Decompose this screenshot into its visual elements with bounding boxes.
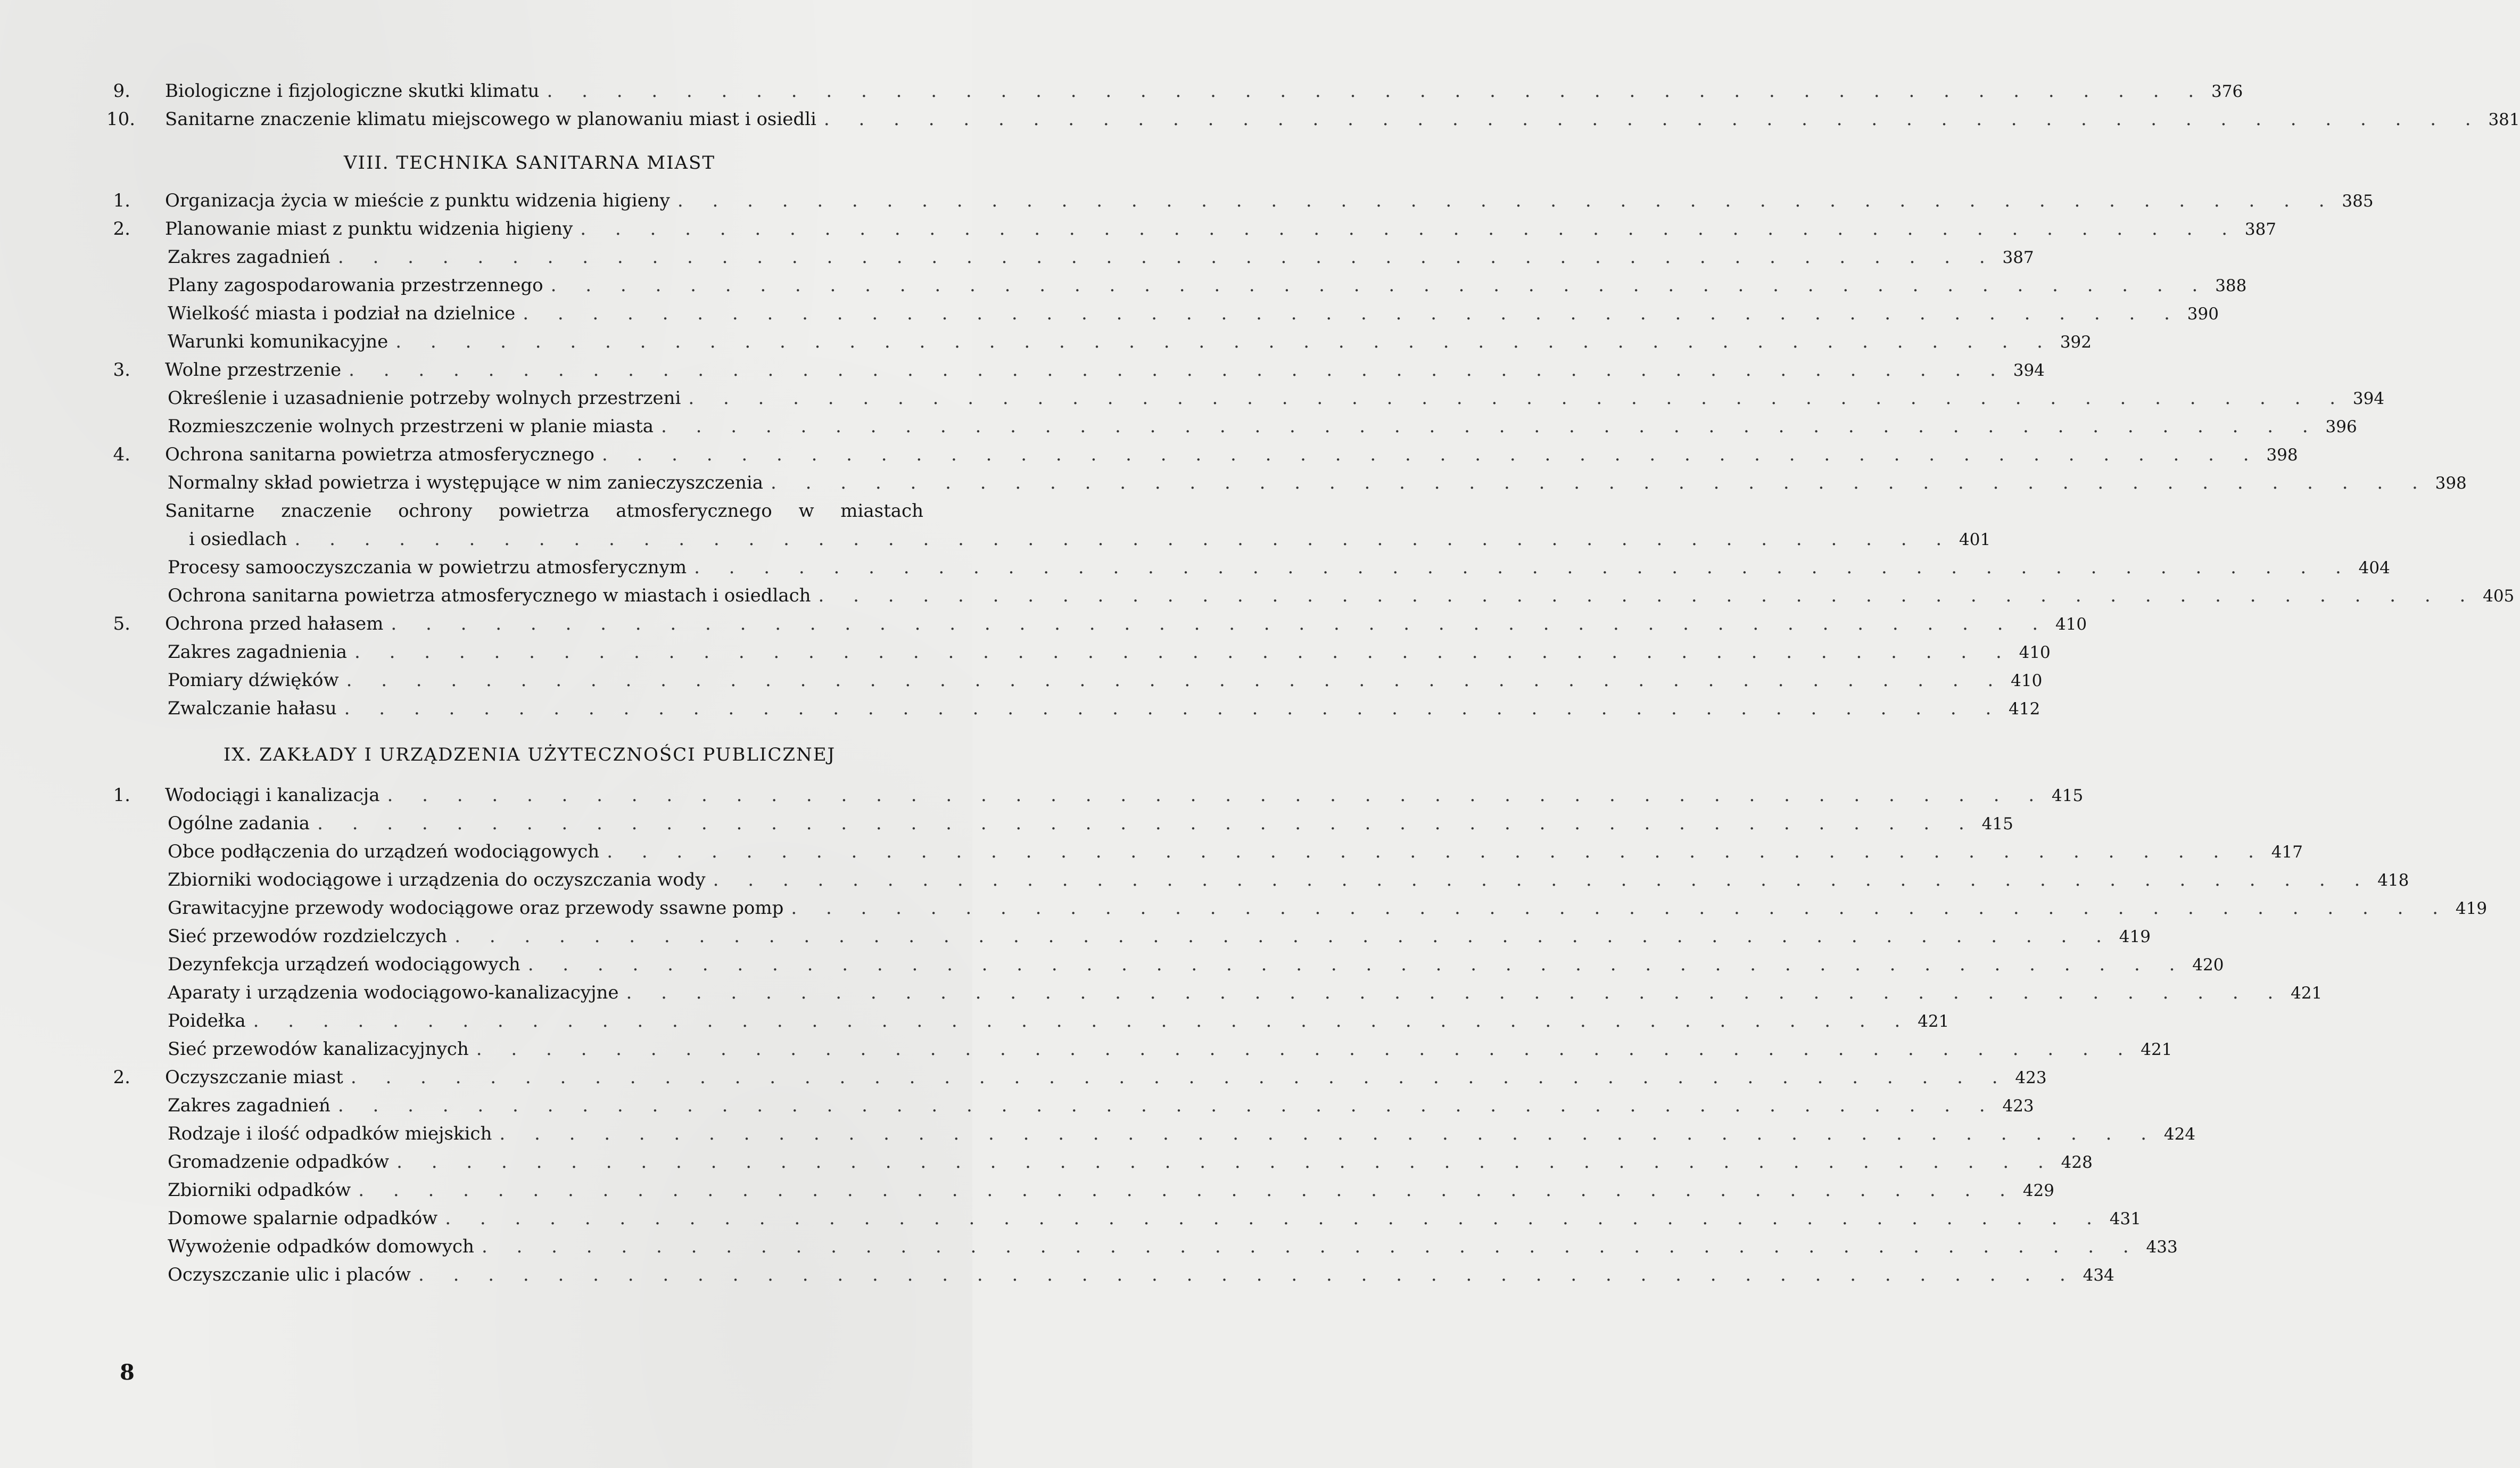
toc-entry-title: Zakres zagadnienia [168,641,348,663]
leader-dots: . . . . . . . . . . . . . . . . . . . . . . . . . . . . . . . . . . . . . . . . . . . . . . . . [823,109,2483,130]
toc-entry-page: 412 [2009,699,2040,719]
leader-dots: . . . . . . . . . . . . . . . . . . . . . . . . . . . . . . . . . . . . . . . . . . . . . . . . [499,1123,2159,1144]
toc-entry-title: Sanitarne znaczenie klimatu miejscowego w planowaniu miast i osiedli [165,109,816,130]
leader-dots: . . . . . . . . . . . . . . . . . . . . . . . . . . . . . . . . . . . . . . . . . . . . . . . . [626,982,2285,1003]
leader-dots: . . . . . . . . . . . . . . . . . . . . . . . . . . . . . . . . . . . . . . . . . . . . . . . . [396,1151,2055,1173]
toc-entry-subsection [136,979,2323,1007]
toc-entry-page: 423 [2015,1068,2047,1087]
leader-dots: . . . . . . . . . . . . . . . . . . . . . . . . . . . . . . . . . . . . . . . . . . . . . . . . [418,1264,2077,1285]
toc-entry-page: 429 [2022,1181,2054,1200]
toc-entry-number: 4. [113,444,130,465]
toc-entry-title: Zakres zagadnień [168,1095,331,1116]
toc-entry-title: Gromadzenie odpadków [168,1151,390,1173]
leader-dots: . . . . . . . . . . . . . . . . . . . . . . . . . . . . . . . . . . . . . . . . . . . . . . . . [547,80,2206,102]
toc-entry-page: 410 [2011,671,2043,690]
toc-entry-title: Pomiary dźwięków [168,670,339,691]
leader-dots: . . . . . . . . . . . . . . . . . . . . . . . . . . . . . . . . . . . . . . . . . . . . . . . . [791,897,2450,919]
toc-entry-title: Zwalczanie hałasu [168,698,337,719]
toc-entry-page: 434 [2083,1266,2114,1285]
toc-entry-number: 9. [113,80,130,102]
leader-dots: . . . . . . . . . . . . . . . . . . . . . . . . . . . . . . . . . . . . . . . . . . . . . . . . [660,416,2320,437]
toc-entry-page: 398 [2266,446,2298,465]
toc-entry-title: Planowanie miast z punktu widzenia higieny [165,218,573,240]
leader-dots: . . . . . . . . . . . . . . . . . . . . . . . . . . . . . . . . . . . . . . . . . . . . . . . . [387,785,2046,806]
toc-entry-title: Warunki komunikacyjne [168,331,389,352]
toc-entry-subsection [136,300,2219,328]
chapter-ix-heading: IX. ZAKŁADY I URZĄDZENIA UŻYTECZNOŚCI PUBLICZNEJ [223,744,836,765]
toc-entry-page: 421 [2141,1040,2172,1059]
leader-dots: . . . . . . . . . . . . . . . . . . . . . . . . . . . . . . . . . . . . . . . . . . . . . . . . [527,954,2187,975]
toc-entry-subsection [136,384,2385,413]
toc-entry-title: Obce podłączenia do urządzeń wodociągowych [168,841,600,862]
toc-entry-page: 404 [2358,558,2390,578]
toc-entry-subsection [136,695,2040,723]
toc-entry-title: Zbiorniki wodociągowe i urządzenia do oczyszczania wody [168,869,706,890]
toc-entry-page: 394 [2352,389,2385,408]
toc-entry-subsection [136,866,2409,894]
leader-dots: . . . . . . . . . . . . . . . . . . . . . . . . . . . . . . . . . . . . . . . . . . . . . . . . [550,275,2210,296]
leader-dots: . . . . . . . . . . . . . . . . . . . . . . . . . . . . . . . . . . . . . . . . . . . . . . . . [350,1067,2010,1088]
toc-entry-subsection [136,638,2051,666]
toc-entry-subsection [136,413,2357,441]
leader-dots: . . . . . . . . . . . . . . . . . . . . . . . . . . . . . . . . . . . . . . . . . . . . . . . . [455,926,2113,947]
toc-entry-subsection [136,243,2034,271]
toc-section-top [106,77,2520,134]
leader-dots: . . . . . . . . . . . . . . . . . . . . . . . . . . . . . . . . . . . . . . . . . . . . . . . . [771,472,2430,493]
toc-entry-title: Sieć przewodów rozdzielczych [168,926,448,947]
toc-entry-title: Normalny skład powietrza i występujące w nim zanieczyszczenia [168,472,764,493]
toc-entry-title: Dezynfekcja urządzeń wodociągowych [168,954,520,975]
toc-entry-subsection [136,1120,2196,1148]
toc-entry-title: Ochrona sanitarna powietrza atmosferycznego [165,444,594,465]
toc-entry-page: 410 [2055,615,2087,634]
toc-entry-subsection [136,1148,2093,1176]
leader-dots: . . . . . . . . . . . . . . . . . . . . . . . . . . . . . . . . . . . . . . . . . . . . . . . . [358,1180,2017,1201]
toc-entry-page: 415 [2052,786,2084,805]
toc-entry-page: 421 [2291,984,2323,1003]
toc-entry-subsection [136,1176,2054,1205]
leader-dots: . . . . . . . . . . . . . . . . . . . . . . . . . . . . . . . . . . . . . . . . . . . . . . . . [337,246,1997,268]
toc-entry-section [113,441,2298,469]
table-of-contents [106,77,2520,1289]
toc-entry-subsection [136,1233,2178,1261]
toc-entry-page: 415 [1981,814,2013,834]
toc-entry-section [106,105,2520,134]
toc-entry-page: 398 [2435,474,2467,493]
leader-dots: . . . . . . . . . . . . . . . . . . . . . . . . . . . . . . . . . . . . . . . . . . . . . . . . [601,444,2261,465]
toc-entry-number: 1. [113,785,130,806]
leader-dots: . . . . . . . . . . . . . . . . . . . . . . . . . . . . . . . . . . . . . . . . . . . . . . . . [354,641,2013,663]
toc-entry-subsection [136,582,2515,610]
toc-entry-subsection [136,328,2092,356]
toc-entry-subsection [136,469,2467,497]
leader-dots: . . . . . . . . . . . . . . . . . . . . . . . . . . . . . . . . . . . . . . . . . . . . . . . . [344,698,2003,719]
toc-entry-number: 1. [113,190,130,211]
toc-entry-section [113,1063,2047,1092]
toc-entry-title: Oczyszczanie ulic i placów [168,1264,411,1285]
toc-entry-title: Określenie i uzasadnienie potrzeby wolnych przestrzeni [168,387,681,409]
toc-entry-title: Biologiczne i fizjologiczne skutki klimatu [165,80,540,102]
leader-dots: . . . . . . . . . . . . . . . . . . . . . . . . . . . . . . . . . . . . . . . . . . . . . . . . [818,585,2477,606]
toc-entry-page: 418 [2377,871,2409,890]
leader-dots: . . . . . . . . . . . . . . . . . . . . . . . . . . . . . . . . . . . . . . . . . . . . . . . . [481,1236,2141,1257]
leader-dots: . . . . . . . . . . . . . . . . . . . . . . . . . . . . . . . . . . . . . . . . . . . . . . . . [523,303,2182,324]
toc-entry-title-word: Sanitarne [165,500,255,522]
leader-dots: . . . . . . . . . . . . . . . . . . . . . . . . . . . . . . . . . . . . . . . . . . . . . . . . [346,670,2005,691]
toc-entry-title: Poidełka [168,1010,246,1032]
toc-entry-page: 405 [2483,587,2515,606]
toc-entry-title: Wielkość miasta i podział na dzielnice [168,303,516,324]
toc-entry-subsection [136,1007,1949,1035]
toc-entry-page: 394 [2013,361,2045,380]
toc-entry-title: Zbiorniki odpadków [168,1180,351,1201]
toc-entry-title: Plany zagospodarowania przestrzennego [168,275,543,296]
leader-dots: . . . . . . . . . . . . . . . . . . . . . . . . . . . . . . . . . . . . . . . . . . . . . . . . [580,218,2240,240]
toc-entry-number: 2. [113,1067,130,1088]
page-number: 8 [120,1360,135,1385]
chapter-viii-heading: VIII. TECHNIKA SANITARNA MIAST [343,152,716,174]
toc-entry-page: 410 [2019,643,2051,662]
toc-entry-title: Zakres zagadnień [168,246,331,268]
toc-entry-page: 423 [2002,1096,2034,1116]
toc-section-chapter-viii [113,187,2467,497]
toc-entry-number: 3. [113,359,130,381]
leader-dots: . . . . . . . . . . . . . . . . . . . . . . . . . . . . . . . . . . . . . . . . . . . . . . . . [445,1208,2104,1229]
leader-dots: . . . . . . . . . . . . . . . . . . . . . . . . . . . . . . . . . . . . . . . . . . . . . . . . [677,190,2336,211]
toc-entry-section [113,781,2084,810]
toc-entry-title-line2-row [136,525,1991,554]
leader-dots: . . . . . . . . . . . . . . . . . . . . . . . . . . . . . . . . . . . . . . . . . . . . . . . . [337,1095,1997,1116]
toc-entry-section [113,215,2277,243]
toc-entry-page: 419 [2119,927,2151,946]
toc-entry-title-line1 [136,497,923,525]
toc-entry-title-line2: i osiedlach [189,529,287,550]
leader-dots: . . . . . . . . . . . . . . . . . . . . . . . . . . . . . . . . . . . . . . . . . . . . . . . . [694,557,2353,578]
toc-entry-subsection [136,810,2013,838]
toc-entry-title: Ogólne zadania [168,813,310,834]
toc-entry-section [113,187,2374,215]
toc-entry-subsection [136,951,2224,979]
leader-dots: . . . . . . . . . . . . . . . . . . . . . . . . . . . . . . . . . . . . . . . . . . . . . . . . [253,1010,1912,1032]
toc-entry-page: 428 [2061,1153,2093,1172]
leader-dots: . . . . . . . . . . . . . . . . . . . . . . . . . . . . . . . . . . . . . . . . . . . . . . . . [713,869,2372,890]
leader-dots: . . . . . . . . . . . . . . . . . . . . . . . . . . . . . . . . . . . . . . . . . . . . . . . . [391,613,2050,634]
toc-section-chapter-viii-continued [113,554,2515,723]
toc-entry-subsection [136,1205,2141,1233]
toc-entry-page: 392 [2060,333,2092,352]
toc-entry-page: 421 [1918,1012,1949,1031]
toc-entry-title: Ochrona sanitarna powietrza atmosferycznego w miastach i osiedlach [168,585,811,606]
toc-entry-title: Wywożenie odpadków domowych [168,1236,474,1257]
toc-entry-title-word: ochrony [398,500,473,522]
toc-entry-subsection [136,1092,2034,1120]
leader-dots: . . . . . . . . . . . . . . . . . . . . . . . . . . . . . . . . . . . . . . . . . . . . . . . . [688,387,2348,409]
toc-entry-section [113,610,2087,638]
toc-entry-two-line [136,497,1991,554]
toc-entry-title: Domowe spalarnie odpadków [168,1208,438,1229]
toc-entry-title: Procesy samooczyszczania w powietrzu atmosferycznym [168,557,687,578]
toc-entry-page: 376 [2211,82,2243,101]
toc-entry-page: 387 [2244,220,2277,239]
toc-entry-page: 381 [2488,110,2520,129]
toc-entry-subsection [136,271,2247,300]
toc-entry-subsection [136,838,2303,866]
toc-entry-page: 388 [2215,276,2247,295]
toc-entry-title: Wodociągi i kanalizacja [165,785,380,806]
leader-dots: . . . . . . . . . . . . . . . . . . . . . . . . . . . . . . . . . . . . . . . . . . . . . . . . [317,813,1976,834]
toc-entry-title: Rodzaje i ilość odpadków miejskich [168,1123,492,1144]
toc-entry-subsection [136,1261,2114,1289]
toc-entry-title: Sieć przewodów kanalizacyjnych [168,1038,469,1060]
toc-entry-title-word: znaczenie [281,500,372,522]
toc-entry-page: 396 [2325,417,2357,436]
toc-entry-title: Wolne przestrzenie [165,359,342,381]
toc-entry-page: 385 [2342,192,2374,211]
toc-entry-title: Rozmieszczenie wolnych przestrzeni w planie miasta [168,416,654,437]
toc-entry-title-word: w [798,500,814,522]
toc-entry-subsection [136,1035,2172,1063]
toc-entry-subsection [136,554,2390,582]
toc-entry-page: 419 [2455,899,2488,918]
toc-entry-title: Grawitacyjne przewody wodociągowe oraz przewody ssawne pomp [168,897,784,919]
toc-entry-number: 5. [113,613,130,634]
toc-entry-page: 431 [2109,1209,2141,1228]
toc-entry-title-word: powietrza [499,500,590,522]
toc-entry-subsection [136,894,2488,922]
toc-entry-page: 390 [2187,304,2219,324]
leader-dots: . . . . . . . . . . . . . . . . . . . . . . . . . . . . . . . . . . . . . . . . . . . . . . . . [607,841,2266,862]
toc-entry-title: Oczyszczanie miast [165,1067,343,1088]
toc-entry-page: 420 [2192,955,2224,975]
toc-entry-page: 433 [2146,1238,2178,1257]
toc-entry-subsection [136,922,2151,951]
toc-entry-page: 387 [2002,248,2034,267]
toc-entry-title: Organizacja życia w mieście z punktu widzenia higieny [165,190,670,211]
toc-section-chapter-ix [113,781,2488,1289]
toc-entry-page: 401 [1959,530,1991,549]
leader-dots: . . . . . . . . . . . . . . . . . . . . . . . . . . . . . . . . . . . . . . . . . . . . . . . . [476,1038,2135,1060]
leader-dots: . . . . . . . . . . . . . . . . . . . . . . . . . . . . . . . . . . . . . . . . . . . . . . . . [349,359,2007,381]
toc-entry-page: 424 [2163,1125,2196,1144]
toc-entry-subsection [136,666,2043,695]
leader-dots: . . . . . . . . . . . . . . . . . . . . . . . . . . . . . . . . . . . . . . . . . . . . . . . . [294,529,1954,550]
toc-entry-title: Aparaty i urządzenia wodociągowo-kanalizacyjne [168,982,619,1003]
toc-entry-title: Ochrona przed hałasem [165,613,384,634]
toc-entry-number: 10. [106,109,136,130]
toc-entry-page: 417 [2271,843,2303,862]
leader-dots: . . . . . . . . . . . . . . . . . . . . . . . . . . . . . . . . . . . . . . . . . . . . . . . . [395,331,2054,352]
toc-entry-section [113,356,2045,384]
toc-entry-title-word: atmosferycznego [616,500,772,522]
toc-entry-number: 2. [113,218,130,240]
toc-entry-title-word: miastach [840,500,923,522]
toc-entry-section [113,77,2243,105]
